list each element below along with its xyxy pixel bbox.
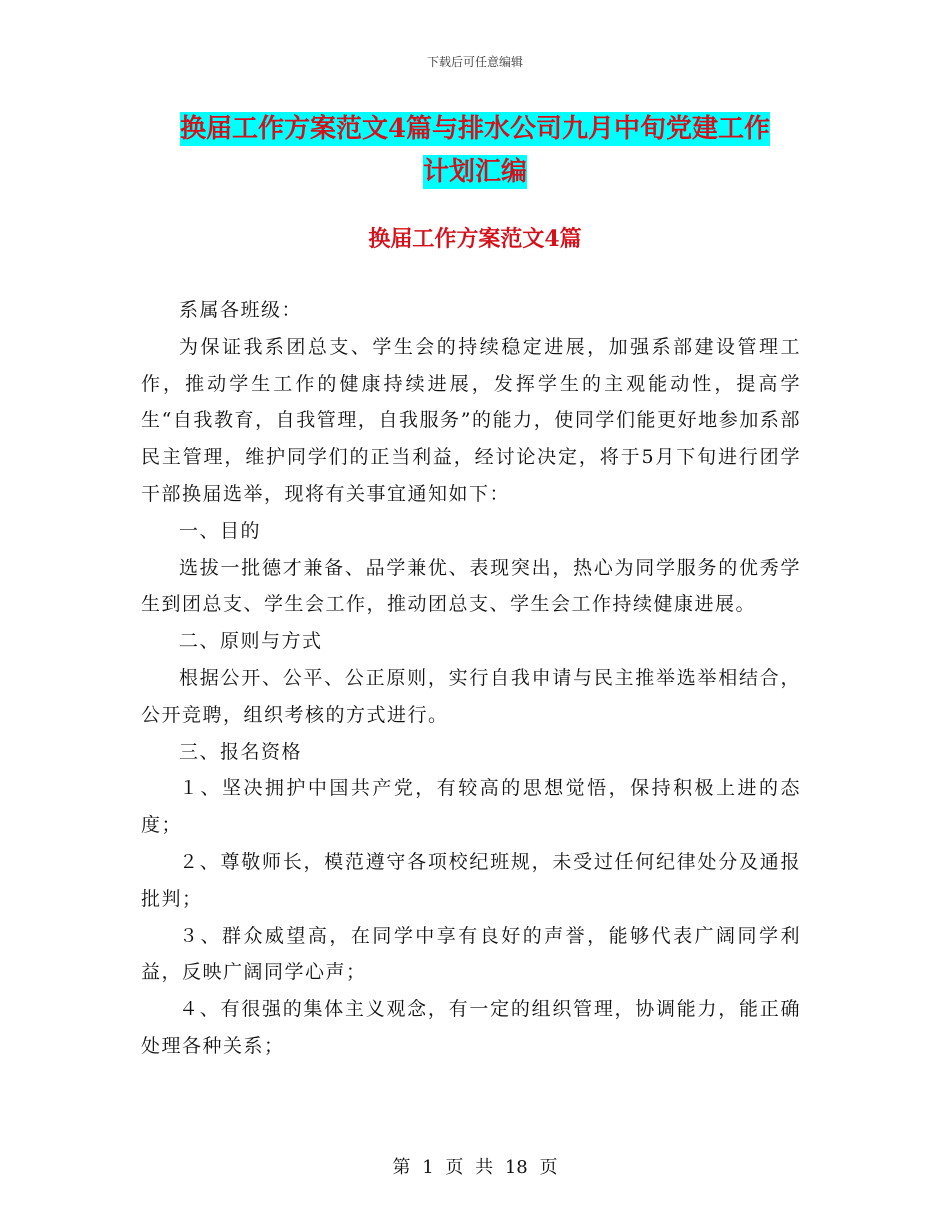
paragraph-purpose: 选拔一批德才兼备、品学兼优、表现突出，热心为同学服务的优秀学生到团总支、学生会工作，推动团总支、学生会工作持续健康进展。 [141, 556, 801, 616]
document-title [140, 108, 810, 194]
paragraph-salutation: 系属各班级： [179, 299, 303, 321]
paragraph-intro: 为保证我系团总支、学生会的持续稳定进展，加强系部建设管理工作，推动学生工作的健康持续进展，发挥学生的主观能动性，提高学生“自我教育，自我管理，自我服务”的能力，使同学们能更好地参加系部民主管理，维护同学们的正当利益，经讨论决定，将于5月下旬进行团学干部换届选举，现将有关事宜通知如下： [141, 335, 801, 505]
document-title-line1: 换届工作方案范文4篇与排水公司九月中旬党建工作 [179, 114, 771, 144]
eligibility-item: ３、群众威望高，在同学中享有良好的声誉，能够代表广阔同学利益，反映广阔同学心声； [141, 924, 801, 984]
eligibility-item: ２、尊敬师长，模范遵守各项校纪班规，未受过任何纪律处分及通报批判； [141, 850, 801, 910]
heading-principle: 二、原则与方式 [179, 630, 323, 653]
header-note: 下载后可任意编辑 [426, 55, 523, 69]
heading-purpose: 一、目的 [179, 519, 262, 542]
section-title: 换届工作方案范文4篇 [368, 226, 582, 252]
heading-eligibility: 三、报名资格 [179, 740, 303, 763]
document-title-line2: 计划汇编 [422, 157, 527, 187]
eligibility-item: ４、有很强的集体主义观念，有一定的组织管理，协调能力，能正确处理各种关系； [141, 998, 801, 1057]
page-number-footer: 第 1 页 共 18 页 [392, 1157, 558, 1178]
eligibility-item: １、坚决拥护中国共产党，有较高的思想觉悟，保持积极上进的态度； [141, 777, 801, 837]
document-body [141, 292, 801, 1065]
paragraph-principle: 根据公开、公平、公正原则，实行自我申请与民主推举选举相结合，公开竞聘，组织考核的方式进行。 [141, 666, 801, 726]
